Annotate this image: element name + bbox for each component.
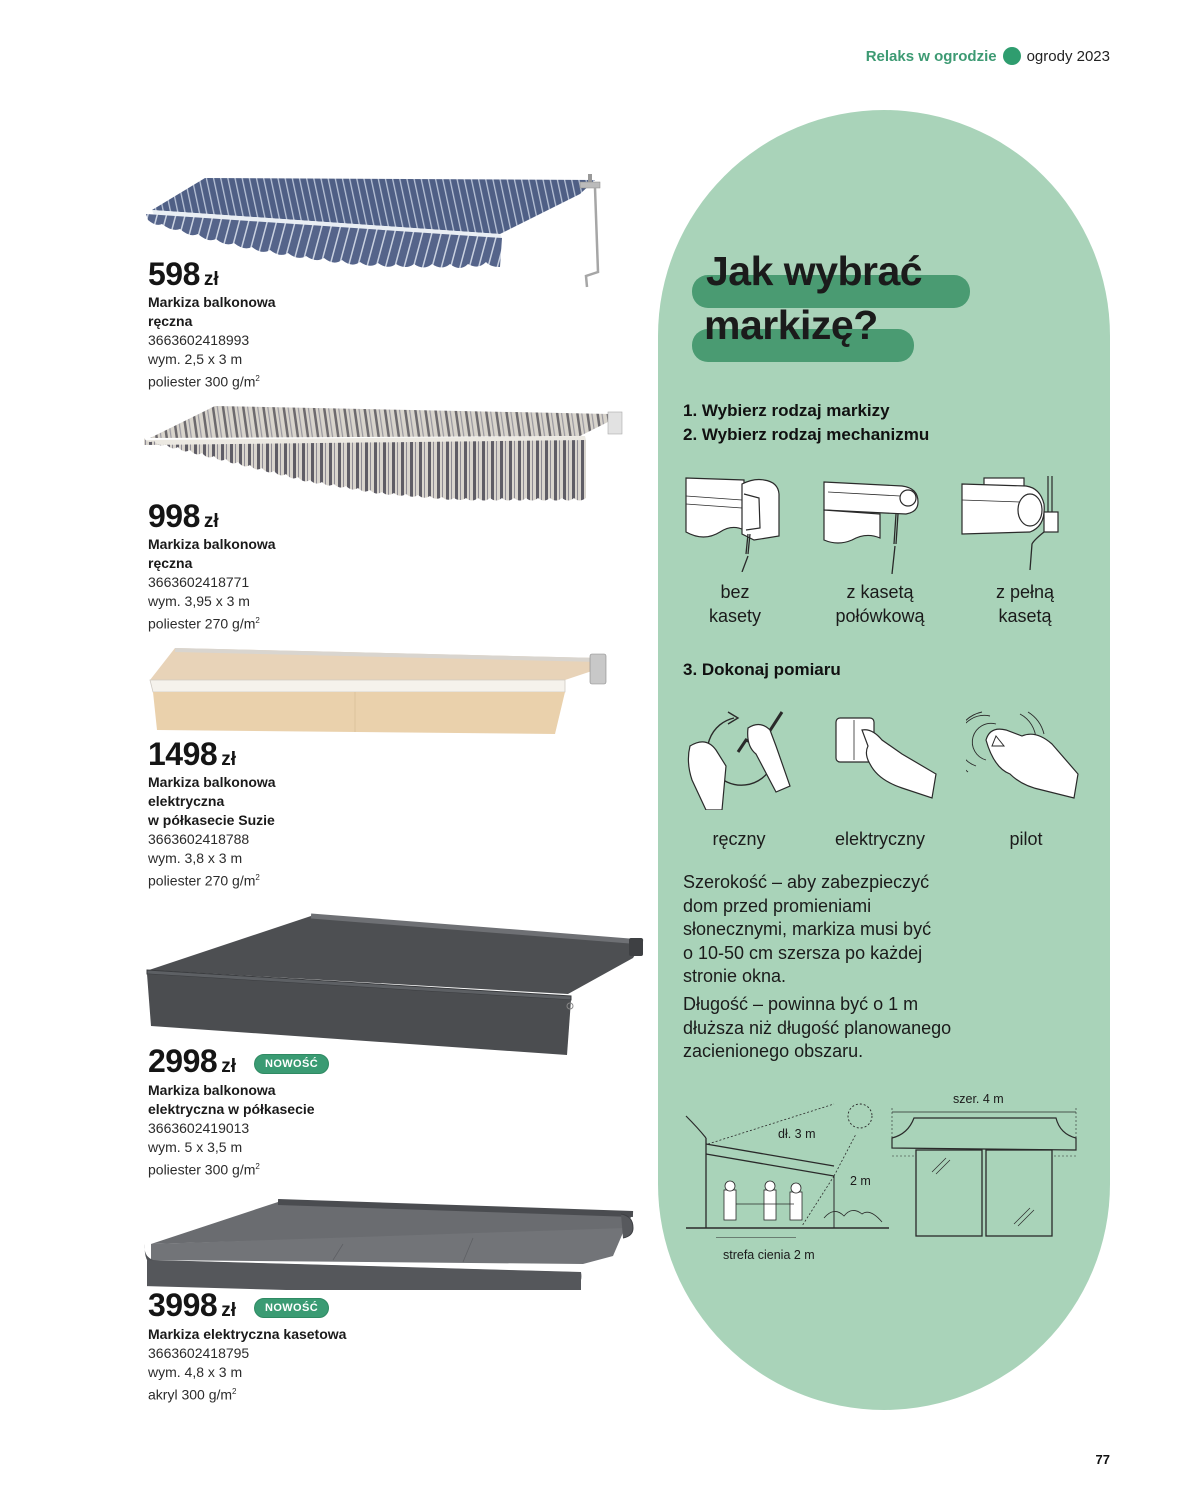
material-text: poliester 300 g/m: [148, 1161, 256, 1178]
half-cassette-illustration-icon: [822, 478, 922, 574]
text-line: dłuższa niż długość planowanego: [683, 1017, 952, 1038]
text-line: o 10-50 cm szersza po każdej: [683, 942, 923, 963]
product-card-5: [148, 1289, 448, 1405]
length-guidance-text: [683, 993, 1003, 1064]
green-dot-icon: [1003, 47, 1021, 65]
product-name-line: elektryczna: [148, 793, 225, 809]
width-guidance-text: [683, 871, 1003, 989]
page-header: [866, 47, 1110, 65]
striped-grey-manual-awning-image: [140, 400, 630, 508]
product-name-line: w półkasecie Suzie: [148, 812, 275, 828]
text-line: stronie okna.: [683, 966, 787, 986]
mechanism-label-full-cassette: [950, 580, 1100, 628]
product-name: [148, 1325, 448, 1344]
text-line: słonecznymi, markiza musi być: [683, 919, 932, 939]
product-card-2: [148, 500, 388, 634]
product-code: 3663602418795: [148, 1345, 250, 1361]
material-sup: 2: [255, 616, 260, 625]
product-name-line: Markiza elektryczna kasetowa: [148, 1326, 347, 1342]
control-label-electric: elektryczny: [834, 829, 926, 849]
step-1: 1. Wybierz rodzaj markizy: [683, 401, 890, 420]
guide-title-line1: Jak wybrać: [706, 248, 923, 294]
currency: zł: [203, 269, 219, 290]
guide-title-line2: markizę?: [704, 302, 878, 348]
price-row: [148, 1045, 448, 1079]
product-material: [148, 1382, 448, 1405]
text-line: Długość – powinna być o 1 m: [683, 994, 919, 1014]
product-dimensions: wym. 3,95 x 3 m: [148, 593, 250, 609]
control-label-manual: ręczny: [712, 829, 766, 849]
manual-crank-illustration-icon: [686, 706, 792, 810]
currency: zł: [221, 1056, 236, 1077]
text-line: Szerokość – aby zabezpieczyć: [683, 872, 930, 892]
product-dimensions: wym. 2,5 x 3 m: [148, 351, 243, 367]
product-material: [148, 1157, 448, 1180]
product-code: 3663602418788: [148, 831, 250, 847]
mechanism-label-no-cassette: [660, 580, 810, 628]
length-label: dł. 3 m: [778, 1127, 816, 1141]
awning-side-measurement-diagram: [684, 1098, 894, 1238]
new-badge: NOWOŚĆ: [254, 1054, 329, 1074]
product-name: [148, 535, 388, 573]
label-line: z pełną: [995, 582, 1055, 602]
material-text: akryl 300 g/m: [148, 1386, 233, 1403]
catalog-edition: ogrody 2023: [1026, 47, 1110, 65]
product-dimensions: wym. 3,8 x 3 m: [148, 850, 243, 866]
text-line: dom przed promieniami: [683, 895, 872, 916]
product-card-4: [148, 1045, 448, 1180]
currency: zł: [221, 749, 236, 770]
product-name-line: elektryczna w półkasecie: [148, 1101, 315, 1117]
material-text: poliester 300 g/m: [148, 373, 256, 390]
step-3: 3. Dokonaj pomiaru: [683, 660, 841, 679]
price: 1498: [148, 736, 218, 772]
price-row: [148, 500, 388, 533]
product-card-3: [148, 738, 388, 891]
price-row: [148, 258, 388, 291]
product-code: 3663602418771: [148, 574, 250, 590]
product-name: [148, 293, 388, 331]
price: 3998: [148, 1287, 218, 1323]
product-name-line: Markiza balkonowa: [148, 1082, 276, 1098]
full-cassette-illustration-icon: [960, 474, 1064, 572]
width-label: szer. 4 m: [953, 1092, 1004, 1106]
label-line: kasety: [708, 606, 762, 626]
page-number: 77: [1095, 1452, 1110, 1467]
awning-width-measurement-diagram: [888, 1108, 1083, 1248]
label-line: kasetą: [998, 606, 1052, 626]
product-code: 3663602418993: [148, 332, 250, 348]
label-line: połówkową: [835, 606, 925, 626]
mechanism-label-half-cassette: [805, 580, 955, 628]
currency: zł: [203, 511, 219, 532]
wall-switch-illustration-icon: [832, 714, 938, 800]
product-dimensions: wym. 5 x 3,5 m: [148, 1139, 243, 1155]
material-sup: 2: [232, 1387, 237, 1396]
product-name-line: Markiza balkonowa: [148, 536, 276, 552]
product-name-line: Markiza balkonowa: [148, 294, 276, 310]
price: 598: [148, 256, 200, 292]
text-line: zacienionego obszaru.: [683, 1041, 864, 1061]
height-label: 2 m: [850, 1174, 871, 1188]
material-text: poliester 270 g/m: [148, 615, 256, 632]
no-cassette-illustration-icon: [684, 474, 784, 572]
remote-control-illustration-icon: [966, 710, 1080, 806]
label-line: z kasetą: [846, 582, 914, 602]
material-sup: 2: [255, 873, 260, 882]
material-sup: 2: [255, 374, 260, 383]
product-name-line: ręczna: [148, 313, 193, 329]
price: 998: [148, 498, 200, 534]
shade-zone-label: strefa cienia 2 m: [723, 1248, 815, 1262]
guide-steps: [683, 399, 929, 447]
material-text: poliester 270 g/m: [148, 872, 256, 889]
product-name-line: ręczna: [148, 555, 193, 571]
product-code: 3663602419013: [148, 1120, 250, 1136]
dark-grey-electric-awning-image: [143, 910, 648, 1058]
product-card-1: [148, 258, 388, 392]
grey-cassette-awning-image: [143, 1198, 641, 1290]
section-title: Relaks w ogrodzie: [865, 47, 997, 65]
material-sup: 2: [255, 1162, 260, 1171]
new-badge: NOWOŚĆ: [254, 1298, 329, 1318]
product-material: [148, 369, 388, 392]
price-row: [148, 738, 388, 771]
product-name: [148, 773, 388, 830]
beige-electric-awning-image: [145, 640, 610, 738]
label-line: bez: [720, 582, 750, 602]
control-label-remote: pilot: [1009, 829, 1043, 849]
product-material: [148, 611, 388, 634]
product-material: [148, 868, 388, 891]
price-row: [148, 1289, 448, 1323]
price: 2998: [148, 1043, 218, 1079]
product-name-line: Markiza balkonowa: [148, 774, 276, 790]
product-dimensions: wym. 4,8 x 3 m: [148, 1364, 243, 1380]
product-name: [148, 1081, 448, 1119]
step-2: 2. Wybierz rodzaj mechanizmu: [683, 425, 930, 444]
currency: zł: [221, 1300, 236, 1321]
